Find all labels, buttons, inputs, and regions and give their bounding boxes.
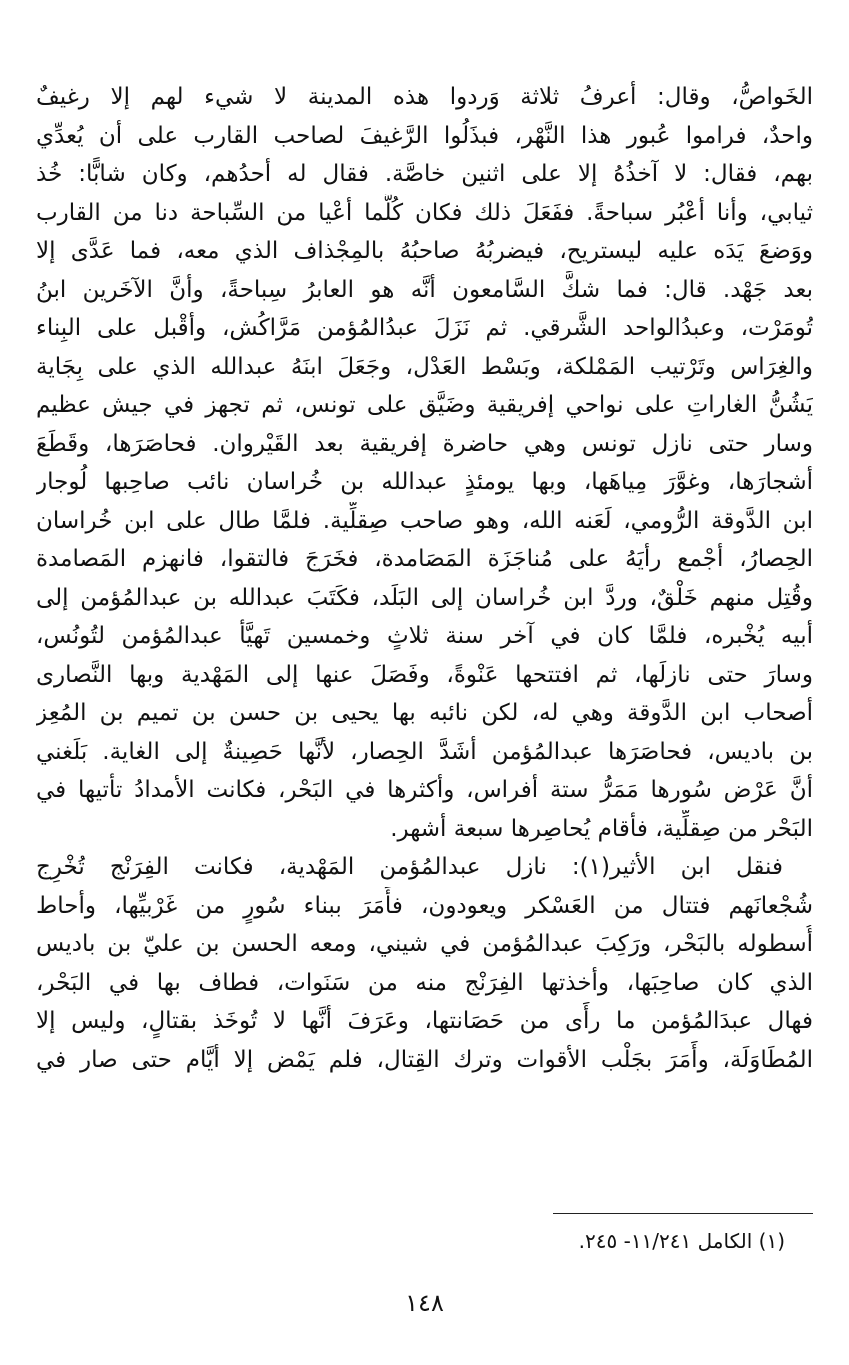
footnote-divider bbox=[553, 1213, 813, 1214]
text-line: فنقل ابن الأثير(١): نازل عبدالمُؤمن المَهْدية، فكانت الفِرَنْج تُخْرِج bbox=[36, 854, 783, 880]
text-line: وسار حتى نازل تونس وهي حاضرة إفريقية بعد القَيْروان. فحاصَرَها، وقَطَعَ bbox=[36, 430, 813, 457]
text-line: ووَضعَ يَدَه عليه ليستريح، فيضربُهُ صاحبُهُ بالمِجْذاف الذي معه، فما عَدَّى إلا bbox=[36, 238, 813, 264]
text-line: المُطَاوَلَة، وأَمَرَ بجَلْب الأقوات وترك القِتال، فلم يَمْض إلا أيَّام حتى صار في bbox=[36, 1046, 813, 1073]
footnote: (١) الكامل ١١/٢٤١- ٢٤٥. bbox=[578, 1229, 785, 1253]
text-line: يَشُنُّ الغاراتِ على نواحي إفريقية وضَيَّق على تونس، ثم تجهز في جيش عظيم bbox=[36, 392, 813, 418]
text-line: أشجارَها، وغوَّرَ مِياهَها، وبها يومئذٍ عبدالله بن خُراسان نائب صاحِبها لُوجار bbox=[36, 469, 813, 495]
text-line: شُجْعانَهم فتتال من العَسْكر ويعودون، فأَمَرَ ببناء سُورٍ من غَرْبيِّها، وأحاط bbox=[36, 892, 813, 919]
text-line: فهال عبدَالمُؤمن ما رأَى من حَصَانتها، وعَرَفَ أنَّها لا تُوخَذ بقتالٍ، وليس إلا bbox=[36, 1008, 813, 1034]
text-line: وسارَ حتى نازلَها، ثم افتتحها عَنْوةً، وفَصَلَ عنها إلى المَهْدية وبها النَّصارى bbox=[36, 661, 813, 688]
body-text bbox=[36, 78, 813, 1079]
text-line: أبيه يُخْبره، فلمَّا كان في آخر سنة ثلاثٍ وخمسين تَهيَّأ عبدالمُؤمن لتُونُس، bbox=[36, 623, 813, 649]
text-line: تُومَرْت، وعبدُالواحد الشَّرقي. ثم نَزَلَ عبدُالمُؤمن مَرَّاكُش، وأقْبل على البِناء bbox=[36, 315, 813, 341]
text-line: الذي كان صاحِبَها، وأخذتها الفِرَنْج منه من سَنَوات، فطاف بها في البَحْر، bbox=[36, 969, 813, 996]
text-line: أنَّ عَرْض سُورها مَمَرُّ ستة أفراس، وأكثرها في البَحْر، فكانت الأمدادُ تأتيها في bbox=[36, 777, 813, 803]
text-line: واحدٌ، فراموا عُبور هذا النَّهْر، فبذَلُوا الرَّغيفَ لصاحب القارب على أن يُعدِّي bbox=[36, 122, 813, 149]
text-line: ابن الدَّوقة الرُّومي، لَعَنه الله، وهو صاحب صِقلِّية. فلمَّا طال على ابن خُراسان bbox=[36, 507, 813, 534]
text-line: أصحاب ابن الدَّوقة وهي له، لكن نائبه بها يحيى بن حسن بن تميم بن المُعِز bbox=[36, 700, 813, 726]
text-line: الحِصارُ، أجْمع رأيَهُ على مُناجَزَة المَصَامدة، فخَرَجَ فالتقوا، فانهزم المَصامدة bbox=[36, 546, 813, 572]
text-line: بعد جَهْد. قال: فما شكَّ السَّامعون أنَّه هو العابرُ سِباحةً، وأنَّ الآخَرين ابنُ bbox=[36, 276, 813, 303]
text-line: أُسطوله بالبَحْر، ورَكِبَ عبدالمُؤمن في شيني، ومعه الحسن بن عليّ بن باديس bbox=[36, 931, 813, 957]
text-line: الخَواصُّ، وقال: أعرفُ ثلاثة وَردوا هذه المدينة لا شيء لهم إلا رغيفٌ bbox=[36, 84, 813, 110]
text-line: ثيابي، وأنا أعْبُر سباحةً. ففَعَلَ ذلك فكان كُلَّما أعْيا من السِّباحة دنا من القارب bbox=[36, 199, 813, 226]
text-line: وقُتِل منهم خَلْقٌ، وردَّ ابن خُراسان إلى البَلَد، فكَتَبَ عبدالله بن عبدالمُؤمن إلى bbox=[36, 584, 813, 611]
text-line: بهم، فقال: لا آخذُهُ إلا على اثنين خاصَّة. فقال له أحدُهم، وكان شابًّا: خُذ bbox=[36, 161, 813, 187]
text-line: والغِرَاس وتَرْتيب المَمْلكة، وبَسْط العَدْل، وجَعَلَ ابنَهُ عبدالله الذي على بِجَاية bbox=[36, 353, 813, 380]
page-number: ١٤٨ bbox=[405, 1289, 444, 1317]
text-line: بن باديس، فحاصَرَها عبدالمُؤمن أشَدَّ الحِصار، لأنَّها حَصِينةٌ إلى الغاية. بَلَغني bbox=[36, 738, 813, 765]
text-line: البَحْر من صِقلِّية، فأقام يُحاصِرها سبعة أشهر. bbox=[390, 815, 813, 842]
